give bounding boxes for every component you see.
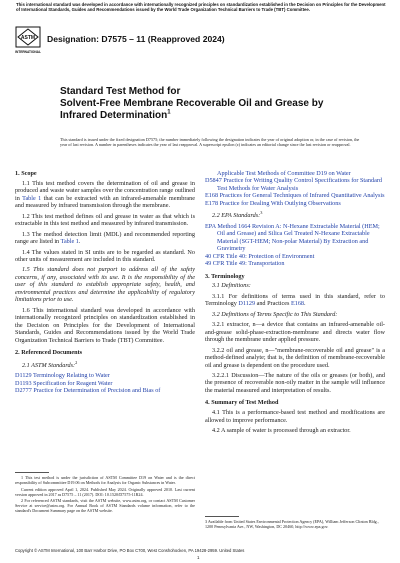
ref-d1129: D1129 Terminology Relating to Water	[15, 372, 110, 380]
d1193-link[interactable]: D1193	[15, 379, 32, 387]
title-line-1: Standard Test Method for	[60, 86, 181, 97]
footnote-divider-left	[15, 472, 49, 473]
copyright-footer: Copyright © ASTM International, 100 Barr Harbor Drive, PO Box C700, West Conshohocken, PA 19428-2959. United States	[15, 548, 245, 553]
ref-d2777: D2777 Practice for Determination of Precision and Bias of	[15, 387, 161, 395]
section-3-1-1: 3.1.1 For definitions of terms used in this standard, refer to Terminology D1129 and Practices E168.	[205, 292, 385, 308]
section-1-5: 1.5 This standard does not purport to address all of the safety concerns, if any, associated with its use. It is the responsibility of the user of this standard to establish appropriate safety, health, and environmental practices and determine the applicability of regulatory limitations prior to use.	[15, 266, 195, 304]
table-1-link-2[interactable]: Table 1	[60, 238, 79, 246]
right-column	[205, 170, 385, 438]
cfr-title-49-link[interactable]: 49 CFR Title 49: Transportation	[205, 260, 285, 268]
section-1-3: 1.3 The method detection limit (MDL) and recommended reporting range are listed in Table 1.	[15, 230, 195, 246]
ref-d2777-continued: Applicable Test Methods of Committee D19 on Water	[217, 170, 351, 177]
footnotes-left	[15, 475, 195, 513]
section-1-6: 1.6 This international standard was developed in accordance with internationally recognized principles on standardization established in the Decision on Principles for the Development of International Standards, Guides and Recommendations issued by the World Trade Organization Technical Barriers to Trade (TBT) Committee.	[15, 306, 195, 344]
d1129-link[interactable]: D1129	[15, 372, 32, 380]
summary-heading: 4. Summary of Test Method	[205, 399, 279, 407]
d1129-term-link[interactable]: D1129	[238, 300, 256, 308]
document-title	[60, 86, 350, 122]
d5847-link[interactable]: D5847	[205, 177, 222, 185]
referenced-documents-heading: 2. Referenced Documents	[15, 349, 83, 357]
section-3-2: 3.2 Definitions of Terms Specific to This Standard:	[212, 310, 338, 318]
e168-term-link[interactable]: E168	[290, 300, 305, 308]
title-line-3: Infrared Determination$^1$	[60, 109, 171, 121]
section-3-2-2: 3.2.2 oil and grease, n—"membrane-recoverable oil and grease" is a method-defined analyte; that is, the definition of membrane-recoverable oil and grease is dependent on the procedure used.	[205, 346, 385, 369]
ref-e178: E178 Practice for Dealing With Outlying Observations	[205, 199, 341, 207]
terminology-heading: 3. Terminology	[205, 272, 245, 280]
tbt-notice: This international standard was developed in accordance with internationally recognized principles on standardization established in the Decision on Principles for the Development of International Standards, Guides and Recommendations issued by the World Trade Organization Technical Barriers to Trade (TBT) Committee.	[16, 2, 386, 13]
d2777-link[interactable]: D2777	[15, 387, 32, 395]
scope-heading: 1. Scope	[15, 170, 37, 177]
section-3-2-1: 3.2.1 extractor, n—a device that contains an infrared-amenable oil-and-grease solid-phase-extraction-membrane and directs water flow through the membrane under applied pressure.	[205, 321, 385, 344]
section-4-2: 4.2 A sample of water is processed through an extractor.	[212, 427, 351, 435]
footnote-3: 3 Available from United States Environmental Protection Agency (EPA), William Jefferson Clinton Bldg., 1200 Pennsylvania Ave., NW, Washington, DC 20460, http://www.epa.gov.	[205, 519, 379, 529]
e168-link[interactable]: E168	[205, 192, 219, 200]
section-2-1: 2.1 ASTM Standards:$^2$	[22, 359, 78, 370]
svg-text:ASTM: ASTM	[20, 35, 36, 41]
section-1-1: 1.1 This test method covers the determination of oil and grease in produced and waste water samples over the concentration range outlined in Table 1 that can be extracted with an infrared-amenable membrane and measured by infrared transmission through the membrane.	[15, 179, 195, 210]
page-number: 1	[197, 555, 200, 560]
left-column	[15, 170, 195, 395]
section-3-1: 3.1 Definitions:	[212, 282, 251, 290]
footnote-1: 1 This test method is under the jurisdiction of ASTM Committee D19 on Water and is the direct responsibility of Subcommittee D19.06 on Methods for Analysis for Organic Substances in Water.	[15, 475, 195, 485]
ref-d1193: D1193 Specification for Reagent Water	[15, 379, 113, 387]
section-1-4: 1.4 The values stated in SI units are to be regarded as standard. No other units of measurement are included in this standard.	[15, 248, 195, 264]
e178-link[interactable]: E178	[205, 199, 219, 207]
ref-d5847: D5847 Practice for Writing Quality Control Specifications for Standard Test Methods for Water Analysis	[205, 177, 382, 192]
section-1-2: 1.2 This test method defines oil and grease in water as that which is extractable in this test method and measured by infrared transmission.	[15, 212, 195, 228]
title-line-2: Solvent-Free Membrane Recoverable Oil and Grease by	[60, 98, 324, 109]
preamble: This standard is issued under the fixed designation D7575; the number immediately following the designation indicates the year of original adoption or, in the case of revision, the year of last revision. A number in parentheses indicates the year of last reapproval. A superscript epsilon (ε) indicates an editorial change since the last revision or reapproval.	[60, 137, 360, 148]
title-footnote-mark: 1	[167, 109, 171, 116]
designation: Designation: D7575 – 11 (Reapproved 2024)	[47, 34, 225, 44]
cfr-title-40-link[interactable]: 40 CFR Title 40: Protection of Environment	[205, 252, 315, 260]
svg-text:INTERNATIONAL: INTERNATIONAL	[15, 50, 41, 54]
section-4-1: 4.1 This is a performance-based test method and modifications are allowed to improve performance.	[205, 409, 385, 424]
astm-logo-icon	[15, 26, 41, 56]
table-1-link[interactable]: Table 1	[22, 194, 42, 202]
footnote-divider-right	[205, 516, 239, 517]
ref-e168: E168 Practices for General Techniques of Infrared Quantitative Analysis	[205, 192, 385, 200]
footnote-2: 2 For referenced ASTM standards, visit the ASTM website, www.astm.org, or contact ASTM Customer Service at service@astm.org. For Annual Book of ASTM Standards volume information, refer to the standard's Document Summary page on the ASTM website.	[15, 498, 195, 513]
section-2-2: 2.2 EPA Standards:$^3$	[212, 210, 263, 220]
section-3-2-2-1: 3.2.2.1 Discussion—The nature of the oils or greases (or both), and the presence of recoverable non-oily matter in the sample will influence the material measured and interpretation of results.	[205, 371, 385, 394]
epa-method-1664-link[interactable]: EPA Method 1664 Revision A: N-Hexane Extractable Material (HEM; Oil and Grease) and Silica Gel Treated N-Hexane Extractable Material (SGT-HEM; Non-polar Material) By Extraction and Gravimetry	[205, 222, 380, 253]
footnote-1-edition: Current edition approved April 1, 2024. Published May 2024. Originally approved 2010. Last current version approved in 2017 as D7575 – 11 (2017). DOI: 10.1520/D7575-11R24.	[15, 486, 195, 497]
